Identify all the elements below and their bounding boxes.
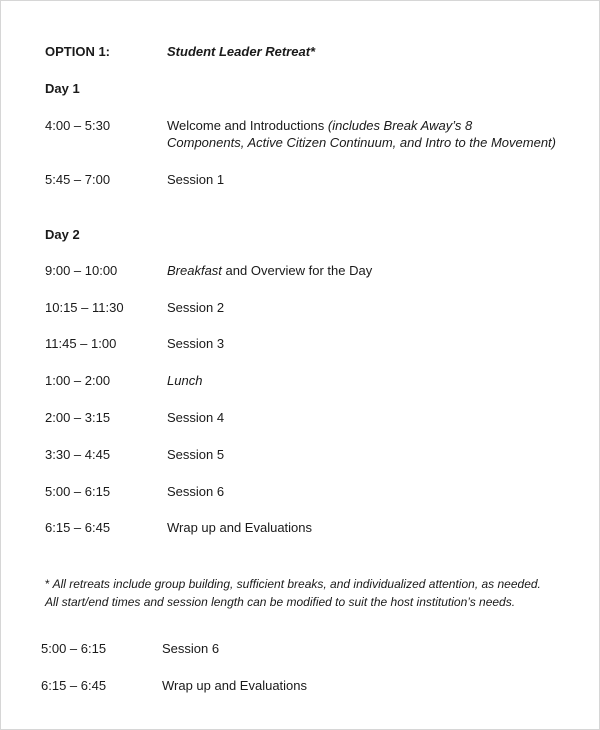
day2-row7-time: 5:00 – 6:15 [45, 484, 111, 499]
day2-row8-time: 6:15 – 6:45 [45, 520, 111, 535]
day2-row3-time: 11:45 – 1:00 [45, 336, 117, 351]
extra-row1-time: 5:00 – 6:15 [41, 641, 107, 656]
day2-row1-time: 9:00 – 10:00 [45, 263, 118, 278]
day2-row2-activity: Session 2 [167, 300, 225, 315]
day2-heading: Day 2 [45, 227, 80, 242]
day1-row1-activity-text: Welcome and Introductions [167, 118, 325, 133]
day2-row4-activity: Lunch [167, 373, 203, 388]
day2-row5-time: 2:00 – 3:15 [45, 410, 111, 425]
extra-row2-time: 6:15 – 6:45 [41, 678, 107, 693]
footnote-star: * [45, 577, 50, 591]
option-label: OPTION 1: [45, 44, 111, 59]
extra-row2-activity: Wrap up and Evaluations [162, 678, 308, 693]
day2-row5-activity: Session 4 [167, 410, 225, 425]
day1-row1-time: 4:00 – 5:30 [45, 118, 111, 133]
day2-row1-activity-text: and Overview for the Day [225, 263, 373, 278]
day2-row3-activity: Session 3 [167, 336, 225, 351]
day2-row1-activity [167, 262, 372, 280]
extra-row1-activity: Session 6 [162, 641, 220, 656]
day2-row7-activity: Session 6 [167, 484, 225, 499]
day1-row1-activity [167, 117, 472, 135]
footnote-text: All retreats include group building, sufficient breaks, and individualized attention, as needed. All start/end times and session length can be modified to suit the host institution’s needs. [45, 577, 541, 609]
day2-row6-activity: Session 5 [167, 447, 225, 462]
retreat-title: Student Leader Retreat* [167, 44, 316, 59]
day1-heading: Day 1 [45, 81, 80, 96]
day1-row1-detail-line1: (includes Break Away’s 8 [327, 118, 473, 133]
day1-row2-time: 5:45 – 7:00 [45, 172, 111, 187]
day2-row4-time: 1:00 – 2:00 [45, 373, 111, 388]
day1-row2-activity: Session 1 [167, 172, 225, 187]
footnote [45, 575, 555, 611]
day2-row6-time: 3:30 – 4:45 [45, 447, 111, 462]
day2-row1-activity-italic: Breakfast [167, 263, 222, 278]
day1-row1-detail-line2: Components, Active Citizen Continuum, and Intro to the Movement) [167, 135, 556, 150]
day2-row8-activity: Wrap up and Evaluations [167, 520, 313, 535]
day2-row2-time: 10:15 – 11:30 [45, 300, 124, 315]
